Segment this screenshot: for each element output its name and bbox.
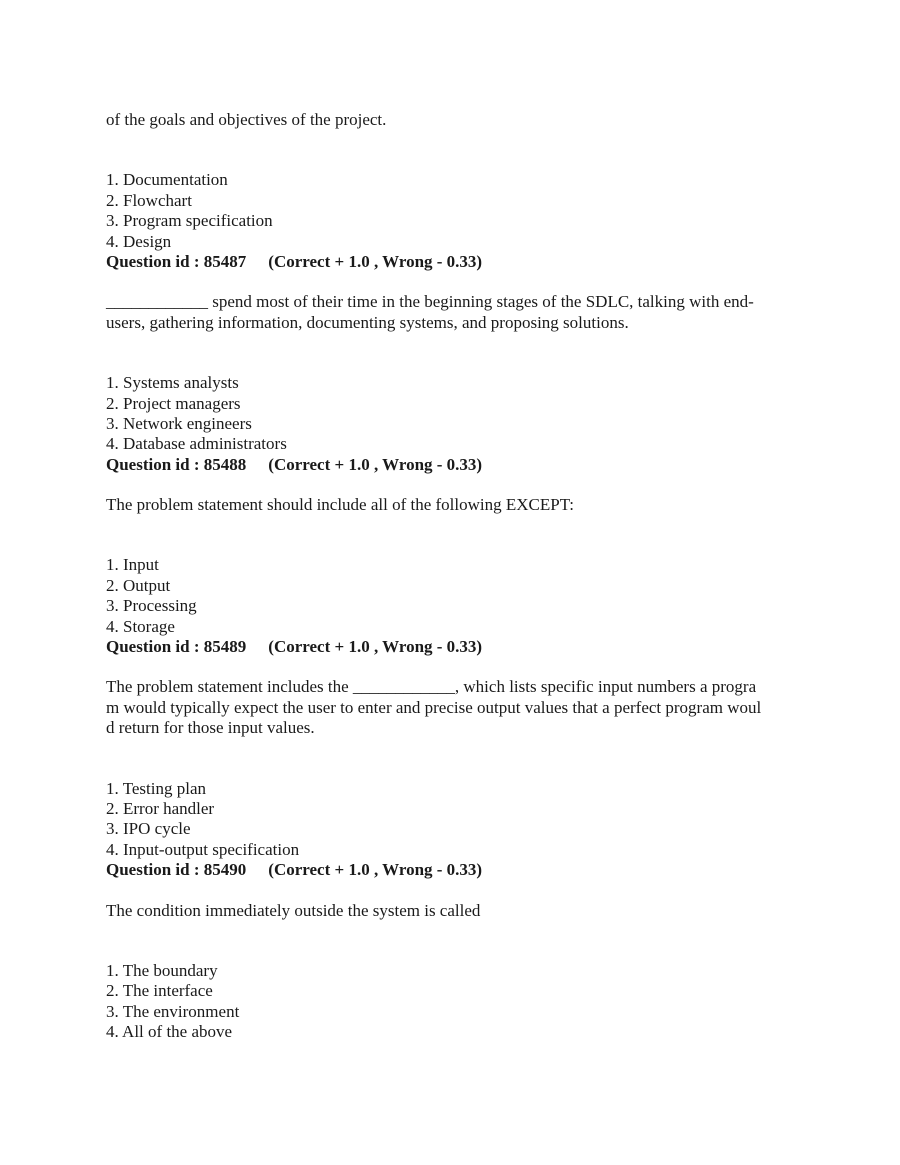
answer-option: 1. Documentation bbox=[106, 170, 228, 190]
question-stem: The problem statement includes the ____________, which lists specific input numbers a progra bbox=[106, 677, 757, 697]
question-stem: The problem statement should include all of the following EXCEPT: bbox=[106, 495, 574, 515]
answer-option: 2. Flowchart bbox=[106, 190, 192, 210]
question-id-row bbox=[106, 860, 796, 880]
question-stem: The condition immediately outside the system is called bbox=[106, 900, 481, 920]
question-id-row bbox=[106, 455, 796, 475]
question-id-row bbox=[106, 252, 796, 272]
question-id-row bbox=[106, 637, 796, 657]
question-id-label: Question id : 85487 bbox=[106, 251, 247, 271]
question-stem: m would typically expect the user to enter and precise output values that a perfect program woul bbox=[106, 697, 762, 717]
answer-options bbox=[106, 373, 796, 455]
answer-options bbox=[106, 555, 796, 637]
question-id-label: Question id : 85490 bbox=[106, 860, 247, 880]
scoring-rule: (Correct + 1.0 , Wrong - 0.33) bbox=[268, 637, 483, 657]
answer-option: 3. The environment bbox=[106, 1001, 240, 1021]
answer-option: 2. Error handler bbox=[106, 798, 215, 818]
answer-options bbox=[106, 779, 796, 861]
question-stem: users, gathering information, documenting systems, and proposing solutions. bbox=[106, 312, 629, 332]
answer-option: 4. All of the above bbox=[106, 1022, 233, 1042]
answer-option: 4. Input-output specification bbox=[106, 839, 300, 859]
answer-options bbox=[106, 961, 796, 1043]
answer-option: 1. The boundary bbox=[106, 960, 218, 980]
answer-option: 4. Design bbox=[106, 231, 172, 251]
scoring-rule: (Correct + 1.0 , Wrong - 0.33) bbox=[268, 454, 483, 474]
answer-option: 2. Output bbox=[106, 575, 171, 595]
question-stem: ____________ spend most of their time in the beginning stages of the SDLC, talking with end- bbox=[106, 292, 754, 312]
answer-option: 1. Systems analysts bbox=[106, 373, 239, 393]
question-id-label: Question id : 85489 bbox=[106, 637, 247, 657]
answer-option: 3. Network engineers bbox=[106, 413, 252, 433]
answer-option: 3. Program specification bbox=[106, 211, 273, 231]
answer-option: 1. Input bbox=[106, 555, 159, 575]
document-page bbox=[106, 110, 796, 1043]
answer-option: 4. Database administrators bbox=[106, 434, 287, 454]
answer-option: 3. Processing bbox=[106, 596, 197, 616]
answer-option: 2. Project managers bbox=[106, 393, 241, 413]
question-id-label: Question id : 85488 bbox=[106, 454, 247, 474]
answer-option: 1. Testing plan bbox=[106, 778, 207, 798]
answer-option: 2. The interface bbox=[106, 981, 213, 1001]
question-stem-fragment: of the goals and objectives of the project. bbox=[106, 110, 387, 129]
answer-option: 3. IPO cycle bbox=[106, 819, 191, 839]
scoring-rule: (Correct + 1.0 , Wrong - 0.33) bbox=[268, 860, 483, 880]
scoring-rule: (Correct + 1.0 , Wrong - 0.33) bbox=[268, 251, 483, 271]
answer-option: 4. Storage bbox=[106, 616, 175, 636]
question-stem: d return for those input values. bbox=[106, 718, 315, 738]
answer-options bbox=[106, 170, 796, 252]
